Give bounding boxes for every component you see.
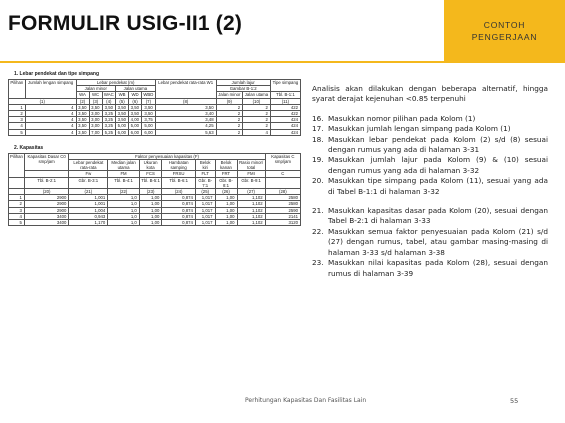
instruction-step — [312, 135, 548, 156]
table-cell: 3120 — [265, 220, 300, 226]
col-median: Median jalan utama — [108, 160, 140, 171]
column-number: (3) — [89, 98, 102, 104]
table-cell: 3,25 — [102, 123, 116, 129]
table-cell: 1,0 — [108, 220, 140, 226]
page-title: FORMULIR USIG-II1 (2) — [8, 12, 243, 35]
table-cell: 4,00 — [129, 117, 142, 123]
column-number: (2) — [76, 98, 89, 104]
table-cell: 424 — [270, 117, 300, 123]
table-cell: 2 — [216, 117, 242, 123]
table2-section-title: 2. Kapasitas — [14, 144, 44, 151]
column-number: (8) — [155, 98, 216, 104]
approach-width-table — [8, 79, 301, 136]
step-text: Masukkan lebar pendekat pada Kolom (2) s/d (8) sesuai dengan rumus yang ada di halaman 3-31 — [328, 134, 548, 155]
step-number: 19. — [312, 155, 324, 165]
table-cell: 5,00 — [142, 123, 156, 129]
col-kapasitas-dasar: Kapasitas Dasar C0 smp/jam — [24, 153, 68, 171]
col-gambar: Gambar B-1:2 — [216, 86, 270, 92]
col-hambatan: Hambatan samping — [162, 160, 196, 171]
table-cell: 1,00 — [139, 220, 162, 226]
table-cell: 5 — [9, 129, 26, 135]
page-number: 55 — [510, 397, 519, 405]
step-text: Masukkan semua faktor penyesuaian pada Kolom (21) s/d (27) dengan rumus, tabel, atau gambar masing-masing di halaman 3-33 s/d halaman 3-38 — [328, 226, 548, 257]
footer-source: Perhitungan Kapasitas Dan Fasilitas Lain — [245, 397, 367, 404]
table-row — [9, 220, 301, 226]
col-fcs: FCS — [139, 171, 162, 177]
table-cell: 2141 — [265, 213, 300, 219]
col-jl-utama: Jalan utama — [243, 92, 271, 98]
table-cell: 1,0 — [108, 201, 140, 207]
form-tables — [8, 71, 308, 226]
step-number: 23. — [312, 258, 324, 268]
table-cell: 1,00 — [215, 195, 237, 201]
table-cell: 1,00 — [215, 207, 237, 213]
col-frt: FRT — [215, 171, 237, 177]
table-cell: 0,874 — [162, 220, 196, 226]
table-cell: 3,00 — [89, 123, 102, 129]
reference-cell: Gbr. B-7:1 — [195, 177, 215, 188]
instruction-step — [312, 114, 548, 124]
intro-text: Analisis akan dilakukan dengan beberapa alternatif, hingga syarat derajat kejenuhan <0.85 terpenuhi — [312, 84, 548, 104]
col-fw: Fw — [69, 171, 108, 177]
column-number: (11) — [270, 98, 300, 104]
instruction-step — [312, 227, 548, 258]
table-cell: 2 — [243, 123, 271, 129]
table-cell: 2 — [9, 111, 26, 117]
col-pilihan: Pilihan — [9, 80, 26, 99]
column-number: (7) — [142, 98, 156, 104]
col-tbl: Tbl. B-1:1 — [270, 92, 300, 98]
column-number: (1) — [9, 98, 77, 104]
table-cell: 4 — [9, 213, 25, 219]
col-belok-kanan: Belok kanan — [215, 160, 237, 171]
table-cell: 2 — [9, 201, 25, 207]
header-divider — [0, 61, 565, 63]
table-cell: 4 — [25, 129, 76, 135]
column-number: (10) — [243, 98, 271, 104]
column-number: (24) — [162, 189, 196, 195]
instruction-step — [312, 124, 548, 134]
table-cell: 422 — [270, 111, 300, 117]
table-cell: 5,25 — [102, 129, 116, 135]
col-jumlah-lajur: Jumlah lajur — [216, 80, 270, 86]
col-wa: WA — [76, 92, 89, 98]
column-number: (21) — [69, 189, 108, 195]
table1-section-title: 1. Lebar pendekat dan tipe simpang — [14, 71, 100, 77]
col-rasio: Rasio minor/ total — [237, 160, 265, 171]
table-cell: 424 — [270, 129, 300, 135]
column-number: (25) — [195, 189, 215, 195]
reference-cell — [265, 177, 300, 188]
table-cell: 2900 — [24, 201, 68, 207]
table-cell: 5,63 — [155, 129, 216, 135]
table-cell: 1,004 — [69, 207, 108, 213]
table-cell: 5 — [9, 220, 25, 226]
table-row — [9, 129, 301, 135]
col-frsu: FRSU — [162, 171, 196, 177]
table-cell: 1,017 — [195, 220, 215, 226]
column-number: (5) — [116, 98, 129, 104]
step-number: 22. — [312, 226, 324, 236]
reference-cell: Gbr. B-9:1 — [237, 177, 265, 188]
col-kapasitas: Kapasitas C smp/jam — [265, 153, 300, 171]
table-cell: 0,874 — [162, 195, 196, 201]
table-cell: 3,50 — [116, 111, 129, 117]
table-cell: 3,75 — [142, 117, 156, 123]
column-number: (6) — [129, 98, 142, 104]
table-cell: 3,25 — [102, 111, 116, 117]
table-cell: 1,017 — [195, 213, 215, 219]
table-cell: 1,102 — [237, 201, 265, 207]
step-text: Masukkan nomor pilihan pada Kolom (1) — [328, 113, 476, 123]
table-cell: 3,50 — [116, 117, 129, 123]
table-cell: 5,00 — [116, 123, 129, 129]
table-cell: 6,00 — [129, 129, 142, 135]
badge-line1: CONTOH — [483, 20, 526, 30]
table-cell: 3,48 — [155, 117, 216, 123]
table-cell: 6,00 — [142, 129, 156, 135]
table-cell: 2 — [216, 111, 242, 117]
step-number: 16. — [312, 113, 324, 123]
table-cell: 2900 — [24, 195, 68, 201]
table-cell: 2 — [216, 129, 242, 135]
table-cell: 1,170 — [69, 220, 108, 226]
table-cell: 3,50 — [129, 104, 142, 110]
table-cell: 3,40 — [155, 111, 216, 117]
reference-cell: Tbl. B-5:1 — [139, 177, 162, 188]
table-cell: 3,50 — [76, 104, 89, 110]
table-cell: 7,00 — [89, 129, 102, 135]
ref-spacer — [9, 177, 25, 188]
table-cell: 1,0 — [108, 207, 140, 213]
table-cell: 3,50 — [155, 104, 216, 110]
table-cell: 1,001 — [69, 201, 108, 207]
table-cell: 3,00 — [89, 117, 102, 123]
col-c: C — [265, 171, 300, 177]
step-text: Masukkan tipe simpang pada Kolom (11), sesuai yang ada di Tabel B-1:1 di halaman 3-32 — [328, 176, 548, 196]
instruction-step — [312, 176, 548, 197]
table-cell: 4 — [25, 111, 76, 117]
table-cell: 1,00 — [215, 213, 237, 219]
table-cell: 1,00 — [139, 195, 162, 201]
table-cell: 3400 — [24, 220, 68, 226]
table-cell: 0,874 — [162, 207, 196, 213]
table-cell: 2580 — [265, 195, 300, 201]
table-cell: 3,25 — [102, 117, 116, 123]
col-belok-kiri: Belok kiri — [195, 160, 215, 171]
col-fm: FM — [108, 171, 140, 177]
col-pilihan-2: Pilihan — [9, 153, 25, 177]
col-ukuran-kota: Ukuran kota — [139, 160, 162, 171]
table-cell: 1,102 — [237, 213, 265, 219]
step-number: 21. — [312, 206, 324, 216]
table-cell: 1,0 — [108, 213, 140, 219]
table-cell: 2 — [243, 117, 271, 123]
table-cell: 1,017 — [195, 195, 215, 201]
col-lebar-rata-2: Lebar pendekat rata-rata — [69, 160, 108, 171]
table-cell: 4 — [25, 117, 76, 123]
table-cell: 3,50 — [142, 111, 156, 117]
col-jalan-minor: Jalan minor — [76, 86, 116, 92]
instruction-step — [312, 258, 548, 279]
column-number: (9) — [216, 98, 242, 104]
col-wbd: WBD — [143, 92, 154, 98]
table-cell: 0,874 — [162, 213, 196, 219]
column-number: (23) — [139, 189, 162, 195]
step-number: 17. — [312, 124, 324, 134]
table-cell: 1,017 — [195, 207, 215, 213]
table-cell: 3 — [9, 207, 25, 213]
badge-line2: PENGERJAAN — [471, 32, 538, 42]
table-cell: 1,00 — [139, 201, 162, 207]
col-wb: WB — [116, 92, 129, 98]
table-cell: 424 — [270, 123, 300, 129]
reference-cell: Gbr. B-3:1 — [69, 177, 108, 188]
table-cell: 2 — [243, 111, 271, 117]
reference-cell: Tbl. B-6:1 — [162, 177, 196, 188]
col-tipe: Tipe simpang — [270, 80, 300, 92]
step-number: 20. — [312, 176, 324, 186]
column-number: (4) — [102, 98, 116, 104]
table-cell: 422 — [270, 104, 300, 110]
table-cell: 3400 — [24, 213, 68, 219]
table-cell: 2900 — [24, 207, 68, 213]
table-cell: 1 — [9, 104, 26, 110]
col-lebar-rata: Lebar pendekat rata-rata W1 — [155, 80, 216, 99]
reference-cell: Gbr. B-8:1 — [215, 177, 237, 188]
table-cell: 2 — [216, 104, 242, 110]
table-cell: 6,00 — [116, 129, 129, 135]
table-cell: 3,50 — [76, 123, 89, 129]
column-number: (20) — [24, 189, 68, 195]
reference-cell: Tbl. B-2:1 — [24, 177, 68, 188]
table-cell: 1,00 — [139, 213, 162, 219]
step-text: Masukkan kapasitas dasar pada Kolom (20), sesuai dengan Tabel B-2:1 di halaman 3-33 — [328, 206, 548, 226]
table-cell: 4 — [25, 123, 76, 129]
table-cell: 3 — [9, 117, 26, 123]
table-cell: 4 — [25, 104, 76, 110]
table-cell: 3,50 — [102, 104, 116, 110]
col-jl-minor: Jalan minor — [216, 92, 242, 98]
table-cell: 1,102 — [237, 195, 265, 201]
col-lebar-pendekat: Lebar pendekat (m) — [76, 80, 155, 86]
table-cell: 1,102 — [237, 220, 265, 226]
table-cell: 4 — [9, 123, 26, 129]
instruction-step — [312, 155, 548, 176]
col-flt: FLT — [195, 171, 215, 177]
table-cell: 1,0 — [108, 195, 140, 201]
table-cell: 3,50 — [76, 111, 89, 117]
table-cell: 4,25 — [155, 123, 216, 129]
col-jumlah-lengan: Jumlah lengan simpang — [25, 80, 76, 99]
table-cell: 0,874 — [162, 201, 196, 207]
table-cell: 4 — [243, 129, 271, 135]
table-cell: 5,00 — [129, 123, 142, 129]
col-faktor: Faktor penyesuaian kapasitas (F) — [69, 153, 265, 159]
table-cell: 1,00 — [215, 201, 237, 207]
table-cell: 1,00 — [139, 207, 162, 213]
capacity-table — [8, 153, 301, 226]
table-cell: 3,50 — [142, 104, 156, 110]
column-number: (27) — [237, 189, 265, 195]
col-fmi: FMI — [237, 171, 265, 177]
table-cell: 2580 — [265, 201, 300, 207]
instructions-panel — [312, 84, 548, 279]
col-wd: WD — [129, 92, 142, 98]
column-number: (22) — [108, 189, 140, 195]
table-cell: 3,50 — [76, 129, 89, 135]
column-number: (26) — [215, 189, 237, 195]
table-cell: 3,50 — [129, 111, 142, 117]
step-number: 18. — [312, 134, 324, 144]
table-cell: 1 — [9, 195, 25, 201]
step-text: Masukkan nilai kapasitas pada Kolom (28), sesuai dengan rumus di halaman 3-39 — [328, 258, 548, 278]
table-cell: 2 — [243, 104, 271, 110]
table-cell: 3,00 — [89, 111, 102, 117]
col-wc: WC — [89, 92, 102, 98]
column-number: (28) — [265, 189, 300, 195]
table-cell: 1,00 — [215, 220, 237, 226]
table-cell: 2 — [216, 123, 242, 129]
table-cell: 2590 — [265, 207, 300, 213]
reference-cell: Tbl. B-4:1 — [108, 177, 140, 188]
col-wac: WAC — [103, 92, 114, 98]
table-cell: 0,943 — [69, 213, 108, 219]
table-cell: 3,50 — [76, 117, 89, 123]
instruction-step — [312, 206, 548, 227]
table-cell: 3,50 — [89, 104, 102, 110]
contoh-pengerjaan-badge — [444, 0, 565, 62]
step-text: Masukkan jumlah lajur pada Kolom (9) & (10) sesuai dengan rumus yang ada di halaman 3-32 — [328, 155, 548, 175]
col-jalan-utama: Jalan utama — [116, 86, 156, 92]
table-cell: 1,017 — [195, 201, 215, 207]
step-text: Masukkan jumlah lengan simpang pada Kolom (1) — [328, 124, 511, 134]
table-cell: 3,50 — [116, 104, 129, 110]
table-cell: 1,102 — [237, 207, 265, 213]
table-cell: 1,001 — [69, 195, 108, 201]
